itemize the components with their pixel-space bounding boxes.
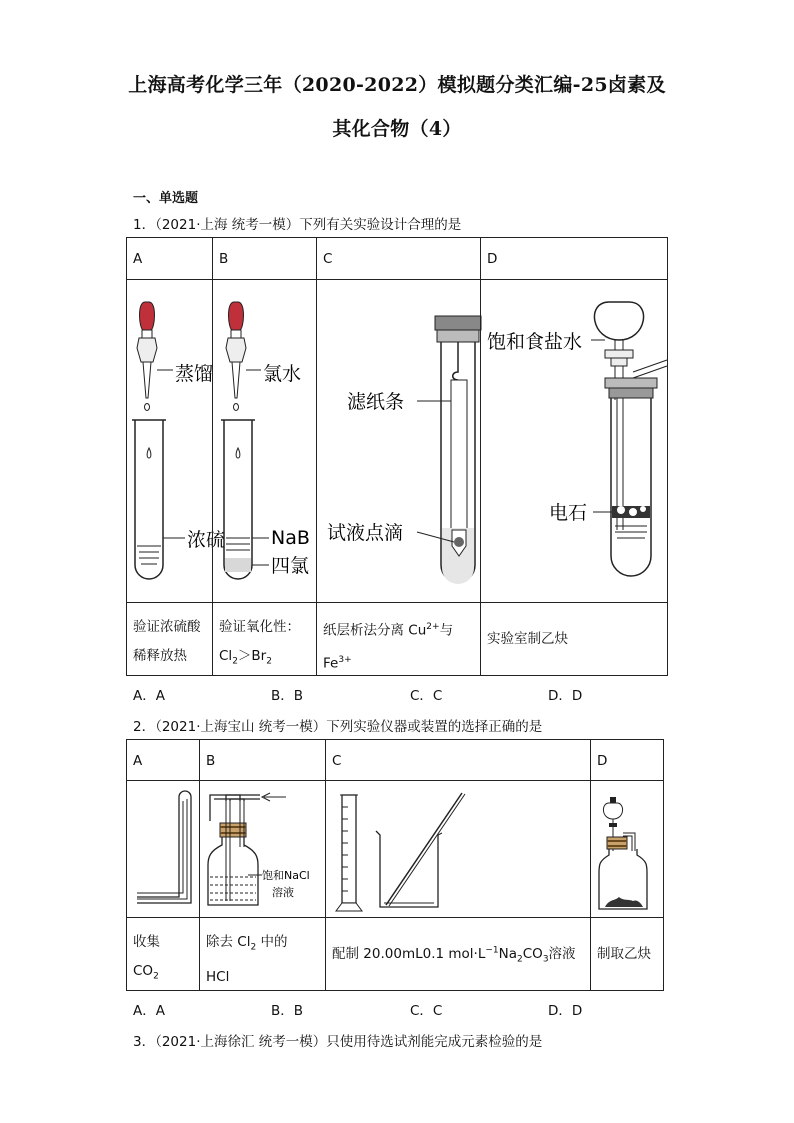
label-b-solution-line1: 饱和NaCl (262, 869, 310, 882)
q1-caption-d (480, 602, 668, 676)
q2-caption-d-line1: 制取乙炔 (597, 946, 651, 962)
q2-figure-d (590, 780, 664, 918)
q2-caption-b-line2: HCl (206, 968, 230, 985)
q1-header-b: B (212, 237, 317, 280)
q1-figure-d (480, 279, 668, 603)
caption-c-line2: $Fe^{3+}$ (323, 654, 352, 671)
label-d-brine: 饱和食盐水 (487, 331, 583, 353)
paper-chromatography-figure (317, 280, 482, 604)
q1-option-b[interactable]: B．B (271, 688, 304, 704)
gas-washing-bottle-figure (200, 781, 327, 919)
q2-option-d[interactable]: D．D (548, 1003, 583, 1019)
q2-figure-a (126, 780, 200, 918)
q2-caption-a-line2: $CO_2$ (133, 963, 159, 982)
doc-title-line2: 其化合物（4） (332, 118, 462, 140)
q2-figure-b (199, 780, 326, 918)
q2-figure-c (325, 780, 591, 918)
acetylene-apparatus-figure (481, 280, 669, 604)
q1-option-d[interactable]: D．D (548, 688, 583, 704)
q1-caption-c (316, 602, 481, 676)
section-heading: 一、单选题 (133, 191, 199, 206)
q1-figure-a (126, 279, 226, 603)
q2-stem: 2．（2021·上海宝山 统考一模）下列实验仪器或装置的选择正确的是 (133, 719, 543, 735)
q1-option-c[interactable]: C．C (410, 688, 443, 704)
q1-stem: 1．（2021·上海 统考一模）下列有关实验设计合理的是 (133, 217, 462, 233)
label-b-bottom: 四氯 (271, 555, 310, 577)
caption-c-line1: 纸层析法分离 $Cu^{2+}$与 (323, 622, 454, 639)
q1-header-d: D (480, 237, 668, 280)
q2-caption-a-line1: 收集 (133, 934, 160, 950)
label-b-solution-line2: 溶液 (272, 886, 294, 899)
dropper-tube-figure-a (127, 280, 226, 604)
cylinder-beaker-rod-figure (326, 781, 592, 919)
q2-caption-b-line1: 除去 $Cl_2$ 中的 (206, 934, 288, 953)
caption-b-line1: 验证氧化性： (219, 619, 300, 635)
q2-header-b: B (199, 739, 326, 781)
label-c-strip: 滤纸条 (347, 391, 405, 413)
q2-caption-d (590, 917, 664, 991)
label-d-stone: 电石 (549, 502, 588, 524)
acetylene-generator-figure (591, 781, 665, 919)
q2-option-a[interactable]: A．A (133, 1003, 165, 1019)
label-c-drop: 试液点滴 (327, 522, 404, 544)
q2-caption-c: 配制 20.00mL0.1 $mol\cdot L^{-1}Na_2CO_3$溶液 (325, 917, 591, 991)
q1-caption-b (212, 602, 317, 676)
q2-caption-b (199, 917, 326, 991)
doc-title-line1: 上海高考化学三年（2020-2022）模拟题分类汇编-25卤素及 (128, 74, 666, 96)
caption-b-line2: $Cl_2>Br_2$ (219, 648, 272, 667)
caption-a-line1: 验证浓硫酸 (133, 619, 201, 635)
caption-d-line1: 实验室制乙炔 (487, 631, 568, 647)
q2-header-a: A (126, 739, 200, 781)
q2-option-b[interactable]: B．B (271, 1003, 304, 1019)
dropper-tube-figure-b (213, 280, 318, 604)
q2-header-c: C (325, 739, 591, 781)
caption-a-line2: 稀释放热 (133, 648, 187, 664)
q1-option-a[interactable]: A．A (133, 688, 165, 704)
q3-stem: 3．（2021·上海徐汇 统考一模）只使用待选试剂能完成元素检验的是 (133, 1034, 543, 1050)
label-b-top: 氯水 (263, 363, 302, 385)
q2-option-c[interactable]: C．C (410, 1003, 443, 1019)
q1-figure-b (212, 279, 317, 603)
q2-header-d: D (590, 739, 664, 781)
gas-collection-tube-figure (127, 781, 201, 919)
label-a-top: 蒸馏 (175, 363, 214, 385)
q1-figure-c (316, 279, 481, 603)
q1-header-c: C (316, 237, 481, 280)
label-a-bottom: 浓硫 (187, 529, 226, 551)
q1-header-a: A (126, 237, 213, 280)
q2-caption-a (126, 917, 200, 991)
q1-caption-a (126, 602, 213, 676)
label-b-mid: NaB (271, 527, 310, 549)
